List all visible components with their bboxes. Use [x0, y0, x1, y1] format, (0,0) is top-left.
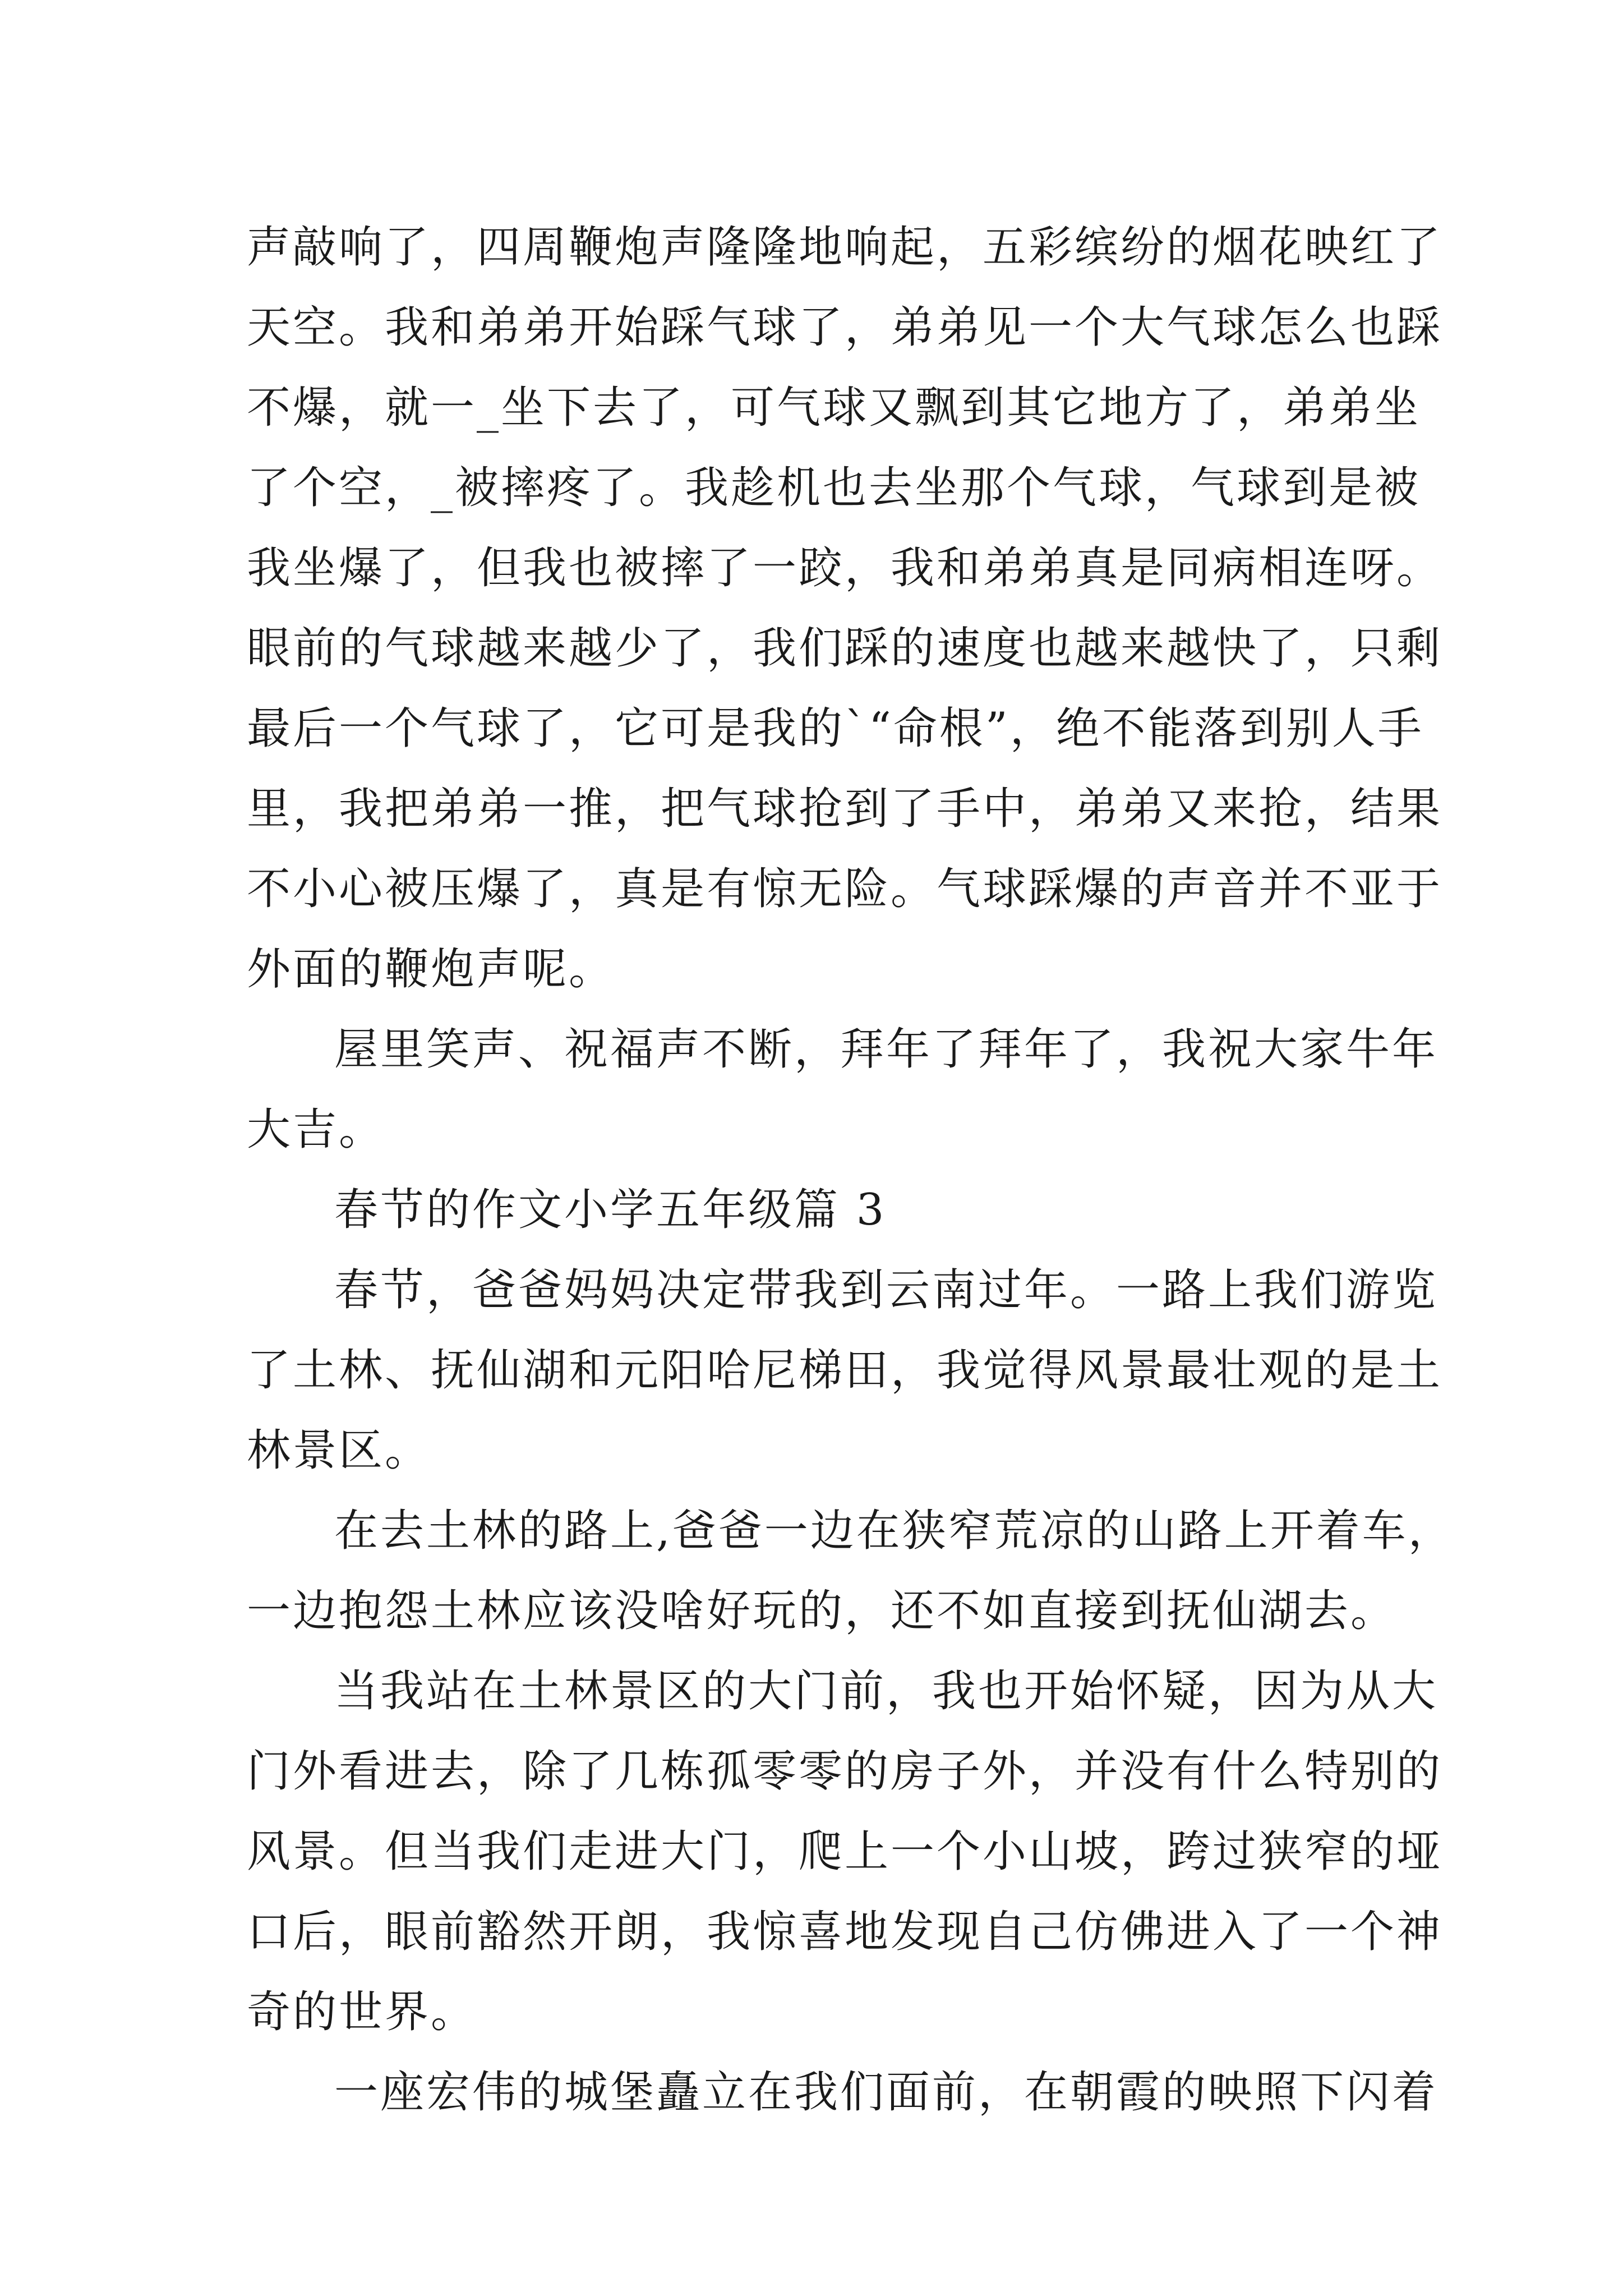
text-line: 不爆，就一_坐下去了，可气球又飘到其它地方了，弟弟坐 — [247, 383, 1421, 433]
paragraph-start-line: 在去土林的路上,爸爸一边在狭窄荒凉的山路上开着车， — [334, 1506, 1454, 1556]
paragraph-start-line: 一座宏伟的城堡矗立在我们面前，在朝霞的映照下闪着 — [334, 2067, 1438, 2118]
text-line: 一边抱怨土林应该没啥好玩的，还不如直接到抚仙湖去。 — [247, 1586, 1397, 1636]
text-line: 天空。我和弟弟开始踩气球了，弟弟见一个大气球怎么也踩 — [247, 302, 1443, 353]
body-text — [247, 208, 1454, 2133]
text-line: 口后，眼前豁然开朗，我惊喜地发现自己仿佛进入了一个神 — [247, 1907, 1443, 1957]
text-line: 了土林、抚仙湖和元阳哈尼梯田，我觉得风景最壮观的是土 — [247, 1345, 1443, 1396]
paragraph-start-line: 屋里笑声、祝福声不断，拜年了拜年了，我祝大家牛年 — [334, 1024, 1438, 1075]
text-line: 门外看进去，除了几栋孤零零的房子外，并没有什么特别的 — [247, 1746, 1443, 1797]
text-line: 林景区。 — [247, 1425, 431, 1476]
section-heading: 春节的作文小学五年级篇 3 — [334, 1185, 887, 1235]
text-line: 外面的鞭炮声呢。 — [247, 944, 615, 995]
text-line: 了个空，_被摔疼了。我趁机也去坐那个气球，气球到是被 — [247, 463, 1421, 513]
text-line: 不小心被压爆了，真是有惊无险。气球踩爆的声音并不亚于 — [247, 864, 1443, 914]
paragraph-start-line: 当我站在土林景区的大门前，我也开始怀疑，因为从大 — [334, 1666, 1438, 1717]
text-line: 风景。但当我们走进大门，爬上一个小山坡，跨过狭窄的垭 — [247, 1826, 1443, 1877]
paragraph-start-line: 春节，爸爸妈妈决定带我到云南过年。一路上我们游览 — [334, 1265, 1438, 1315]
text-line: 声敲响了，四周鞭炮声隆隆地响起，五彩缤纷的烟花映红了 — [247, 222, 1443, 273]
text-line: 我坐爆了，但我也被摔了一跤，我和弟弟真是同病相连呀。 — [247, 543, 1443, 593]
text-line: 里，我把弟弟一推，把气球抢到了手中，弟弟又来抢，结果 — [247, 784, 1443, 834]
text-line: 最后一个气球了，它可是我的`“命根”，绝不能落到别人手 — [247, 703, 1424, 754]
text-line: 奇的世界。 — [247, 1987, 477, 2037]
text-line: 大吉。 — [247, 1105, 385, 1155]
text-line: 眼前的气球越来越少了，我们踩的速度也越来越快了，只剩 — [247, 623, 1443, 674]
